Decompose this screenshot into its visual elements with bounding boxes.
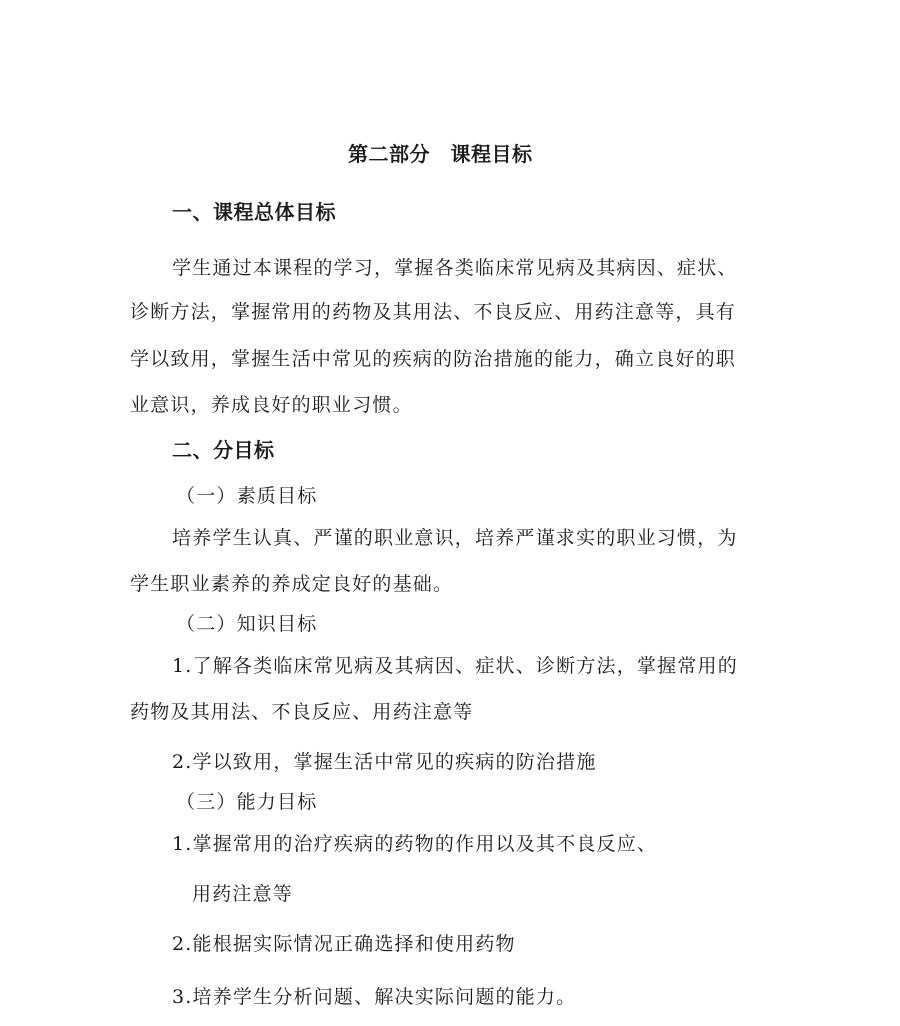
section-heading-sub-goals: 二、分目标 <box>172 438 275 462</box>
overall-goal-line-2: 诊断方法，掌握常用的药物及其用法、不良反应、用药注意等，具有 <box>130 301 737 323</box>
ability-item-3: 3.培养学生分析问题、解决实际问题的能力。 <box>172 986 577 1008</box>
quality-goal-line-1: 培养学生认真、严谨的职业意识，培养严谨求实的职业习惯，为 <box>172 527 738 549</box>
section-heading-overall-goal: 一、课程总体目标 <box>172 200 336 224</box>
page-title: 第二部分 课程目标 <box>348 142 533 166</box>
quality-goal-line-2: 学生职业素养的养成定良好的基础。 <box>130 573 454 595</box>
overall-goal-line-4: 业意识，养成良好的职业习惯。 <box>130 394 413 416</box>
overall-goal-line-3: 学以致用，掌握生活中常见的疾病的防治措施的能力，确立良好的职 <box>130 348 737 370</box>
subheading-ability-goal: （三）能力目标 <box>176 791 318 813</box>
ability-item-2: 2.能根据实际情况正确选择和使用药物 <box>172 933 516 955</box>
ability-item-1-line-2: 用药注意等 <box>192 883 294 905</box>
subheading-quality-goal: （一）素质目标 <box>176 485 318 507</box>
overall-goal-line-1: 学生通过本课程的学习，掌握各类临床常见病及其病因、症状、 <box>172 257 738 279</box>
knowledge-item-1-line-1: 1.了解各类临床常见病及其病因、症状、诊断方法，掌握常用的 <box>172 655 738 677</box>
ability-item-1-line-1: 1.掌握常用的治疗疾病的药物的作用以及其不良反应、 <box>172 833 658 855</box>
subheading-knowledge-goal: （二）知识目标 <box>176 613 318 635</box>
knowledge-item-2: 2.学以致用，掌握生活中常见的疾病的防治措施 <box>172 751 597 773</box>
knowledge-item-1-line-2: 药物及其用法、不良反应、用药注意等 <box>130 701 474 723</box>
